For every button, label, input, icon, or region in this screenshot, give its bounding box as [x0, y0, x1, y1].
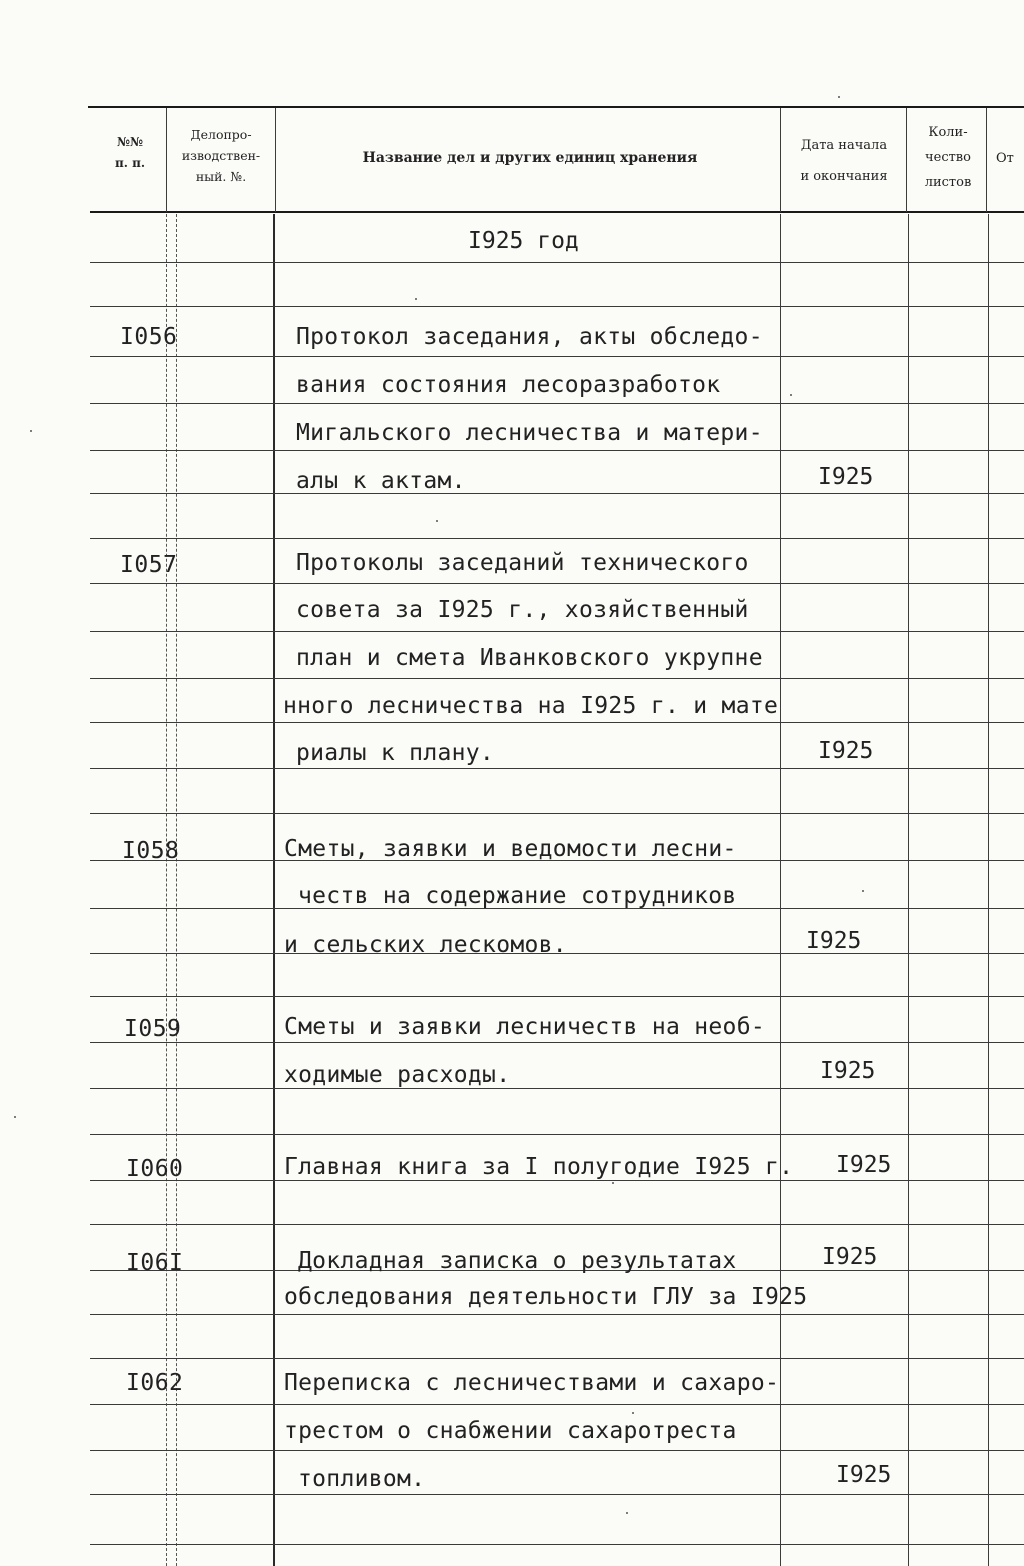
scan-speck: [626, 1512, 628, 1514]
ruled-line: [90, 813, 1024, 814]
ruled-line: [90, 306, 1024, 307]
header-sep-2: [275, 108, 276, 212]
entry-line: риалы к плану.: [296, 740, 495, 766]
ruled-line: [90, 1088, 1024, 1089]
entry-line: обследования деятельности ГЛУ за I925: [284, 1284, 808, 1310]
entry-number: I057: [120, 552, 178, 578]
ruled-line: [90, 356, 1024, 357]
entry-number: I062: [126, 1370, 184, 1396]
header-sep-4: [906, 108, 907, 212]
entry-line: алы к актам.: [296, 468, 466, 494]
ruled-line: [90, 722, 1024, 723]
header-sep-1: [166, 108, 167, 212]
header-bottom-rule: [90, 211, 1024, 213]
ruled-line: [90, 538, 1024, 539]
body-sep-2: [273, 214, 275, 1566]
body-sep-1: [166, 214, 167, 1566]
entry-line: Сметы, заявки и ведомости лесни-: [284, 836, 737, 862]
entry-line: честв на содержание сотрудников: [298, 883, 737, 909]
scan-speck: [436, 520, 438, 522]
ruled-line: [90, 768, 1024, 769]
header-col-title: Название дел и других единиц хранения: [362, 150, 698, 166]
header-col-notes: От: [996, 151, 1014, 166]
scan-speck: [415, 298, 417, 300]
entry-line: Докладная записка о результатах: [298, 1248, 737, 1274]
entry-date: I925: [836, 1462, 892, 1488]
ruled-line: [90, 1358, 1024, 1359]
ruled-line: [90, 1450, 1024, 1451]
entry-date: I925: [818, 738, 874, 764]
ruled-line: [90, 631, 1024, 632]
entry-line: нного лесничества на I925 г. и мате: [283, 693, 779, 719]
entry-line: и сельских лескомов.: [284, 932, 567, 958]
header-top-rule: [88, 106, 1024, 108]
ruled-line: [90, 262, 1024, 263]
entry-line: Протокол заседания, акты обследо-: [296, 324, 763, 350]
entry-line: Протоколы заседаний технического: [296, 550, 749, 576]
entry-number: I056: [120, 324, 178, 350]
ruled-line: [90, 493, 1024, 494]
entry-date: I925: [818, 464, 874, 490]
header-col-dates: Дата начала и окончания: [800, 138, 888, 184]
scan-speck: [30, 430, 32, 432]
entry-date: I925: [822, 1244, 878, 1270]
ruled-line: [90, 403, 1024, 404]
ruled-line: [90, 450, 1024, 451]
scan-speck: [862, 890, 864, 892]
ruled-line: [90, 1544, 1024, 1545]
scan-speck: [14, 1116, 16, 1118]
entry-number: I060: [126, 1156, 184, 1182]
entry-line: план и смета Иванковского укрупне: [296, 645, 763, 671]
header-col-sheets: Коли- чество листов: [924, 125, 972, 190]
ruled-line: [90, 1314, 1024, 1315]
header-sep-5: [986, 108, 987, 212]
entry-line: совета за I925 г., хозяйственный: [296, 597, 749, 623]
body-sep-1b: [176, 214, 177, 1566]
header-sep-3: [780, 108, 781, 212]
entry-date: I925: [806, 928, 862, 954]
entry-line: вания состояния лесоразработок: [296, 372, 721, 398]
ruled-line: [90, 583, 1024, 584]
header-col-num: №№ п. п.: [114, 135, 146, 170]
scan-speck: [838, 96, 840, 98]
body-sep-3: [780, 214, 781, 1566]
scan-speck: [612, 1182, 614, 1184]
header-col-office: Делопро- изводствен- ный. №.: [181, 127, 261, 184]
ruled-line: [90, 1224, 1024, 1225]
entry-date: I925: [836, 1152, 892, 1178]
body-sep-4: [908, 214, 909, 1566]
entry-number: I058: [122, 838, 180, 864]
entry-line: Главная книга за I полугодие I925 г.: [284, 1154, 794, 1180]
body-sep-5: [988, 214, 989, 1566]
entry-line: Мигальского лесничества и матери-: [296, 420, 763, 446]
ruled-line: [90, 1404, 1024, 1405]
entry-line: трестом о снабжении сахаротреста: [284, 1418, 737, 1444]
scan-speck: [632, 1412, 634, 1414]
entry-line: Сметы и заявки лесничеств на необ-: [284, 1014, 766, 1040]
ruled-line: [90, 1134, 1024, 1135]
ruled-line: [90, 1494, 1024, 1495]
entry-line: Переписка с лесничествами и сахаро-: [284, 1370, 780, 1396]
entry-line: ходимые расходы.: [284, 1062, 511, 1088]
year-heading: I925 год: [468, 228, 579, 254]
entry-line: топливом.: [298, 1466, 426, 1492]
entry-number: I059: [124, 1016, 182, 1042]
entry-number: I06I: [126, 1250, 184, 1276]
ruled-line: [90, 678, 1024, 679]
ruled-line: [90, 996, 1024, 997]
scan-speck: [790, 394, 792, 396]
entry-date: I925: [820, 1058, 876, 1084]
ruled-line: [90, 1042, 1024, 1043]
ruled-line: [90, 1180, 1024, 1181]
